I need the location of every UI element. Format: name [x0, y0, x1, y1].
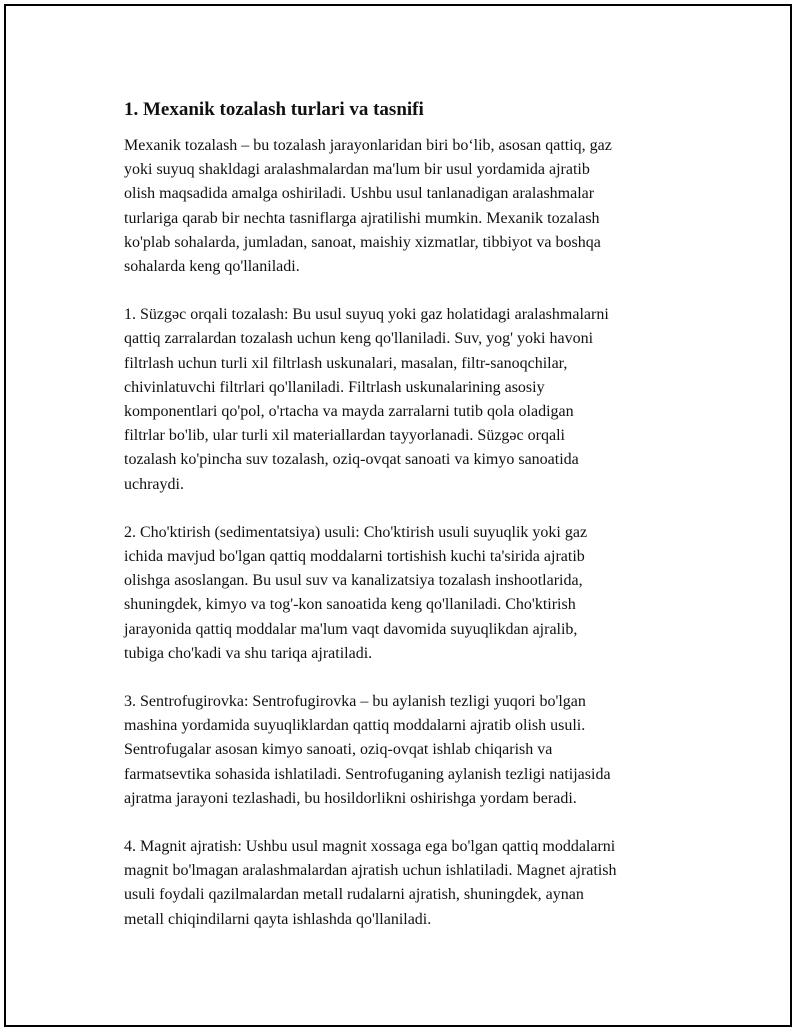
paragraph-line: shuningdek, kimyo va tog'-kon sanoatida keng qo'llaniladi. Cho'ktirish [124, 596, 576, 614]
filtration-paragraph [124, 303, 694, 497]
paragraph-line: farmatsevtika sohasida ishlatiladi. Sentrofuganing aylanish tezligi natijasida [124, 765, 611, 783]
paragraph-line: Mexanik tozalash – bu tozalash jarayonlaridan biri bo‘lib, asosan qattiq, gaz [124, 137, 612, 154]
centrifugation-paragraph [124, 690, 694, 811]
paragraph-line: ichida mavjud bo'lgan qattiq moddalarni tortishish kuchi ta'sirida ajratib [124, 548, 585, 566]
paragraph-line: turlariga qarab bir nechta tasniflarga ajratilishi mumkin. Mexanik tozalash [124, 209, 600, 227]
paragraph-line: filtrlash uchun turli xil filtrlash uskunalari, masalan, filtr-sanoqchilar, [124, 354, 568, 372]
paragraph-line: 1. Süzgəc orqali tozalash: Bu usul suyuq yoki gaz holatidagi aralashmalarni [124, 306, 609, 324]
page-border [4, 4, 792, 1027]
section-heading: 1. Mexanik tozalash turlari va tasnifi [124, 99, 424, 120]
paragraph-line: qattiq zarralardan tozalash uchun keng qo'llaniladi. Suv, yog' yoki havoni [124, 330, 594, 348]
intro-paragraph [124, 134, 694, 279]
paragraph-line: tozalash ko'pincha suv tozalash, oziq-ovqat sanoati va kimyo sanoatida [124, 451, 579, 469]
magnetic-separation-paragraph [124, 835, 694, 932]
paragraph-line: chivinlatuvchi filtrlari qo'llaniladi. Filtrlash uskunalarining asosiy [124, 378, 545, 396]
document-body [124, 98, 694, 956]
paragraph-line: sohalarda keng qo'llaniladi. [124, 258, 300, 276]
paragraph-line: ko'plab sohalarda, jumladan, sanoat, maishiy xizmatlar, tibbiyot va boshqa [124, 233, 601, 251]
paragraph-line: ajratma jarayoni tezlashadi, bu hosildorlikni oshirishga yordam beradi. [124, 789, 577, 807]
paragraph-line: usuli foydali qazilmalardan metall rudalarni ajratish, shuningdek, aynan [124, 886, 584, 904]
paragraph-line: 4. Magnit ajratish: Ushbu usul magnit xossaga ega bo'lgan qattiq moddalarni [124, 838, 616, 856]
paragraph-line: yoki suyuq shakldagi aralashmalardan ma'lum bir usul yordamida ajratib [124, 161, 590, 179]
paragraph-line: metall chiqindilarni qayta ishlashda qo'llaniladi. [124, 910, 432, 928]
paragraph-line: jarayonida qattiq moddalar ma'lum vaqt davomida suyuqlikdan ajralib, [124, 620, 578, 638]
paragraph-line: olish maqsadida amalga oshiriladi. Ushbu usul tanlanadigan aralashmalar [124, 185, 595, 203]
paragraph-line: tubiga cho'kadi va shu tariqa ajratiladi. [124, 644, 373, 662]
paragraph-line: olishga asoslangan. Bu usul suv va kanalizatsiya tozalash inshootlarida, [124, 572, 583, 590]
paragraph-line: Sentrofugalar asosan kimyo sanoati, oziq-ovqat ishlab chiqarish va [124, 741, 553, 759]
paragraph-line: komponentlari qo'pol, o'rtacha va mayda zarralarni tutib qola oladigan [124, 403, 574, 421]
paragraph-line: uchraydi. [124, 475, 184, 493]
paragraph-line: magnit bo'lmagan aralashmalardan ajratish uchun ishlatiladi. Magnet ajratish [124, 862, 617, 880]
paragraph-line: mashina yordamida suyuqliklardan qattiq moddalarni ajratib olish usuli. [124, 717, 586, 735]
paragraph-line: 2. Cho'ktirish (sedimentatsiya) usuli: Cho'ktirish usuli suyuqlik yoki gaz [124, 523, 588, 541]
paragraph-line: filtrlar bo'lib, ular turli xil materiallardan tayyorlanadi. Süzgəc orqali [124, 427, 565, 445]
paragraph-line: 3. Sentrofugirovka: Sentrofugirovka – bu aylanish tezligi yuqori bo'lgan [124, 693, 586, 711]
sedimentation-paragraph [124, 521, 694, 666]
